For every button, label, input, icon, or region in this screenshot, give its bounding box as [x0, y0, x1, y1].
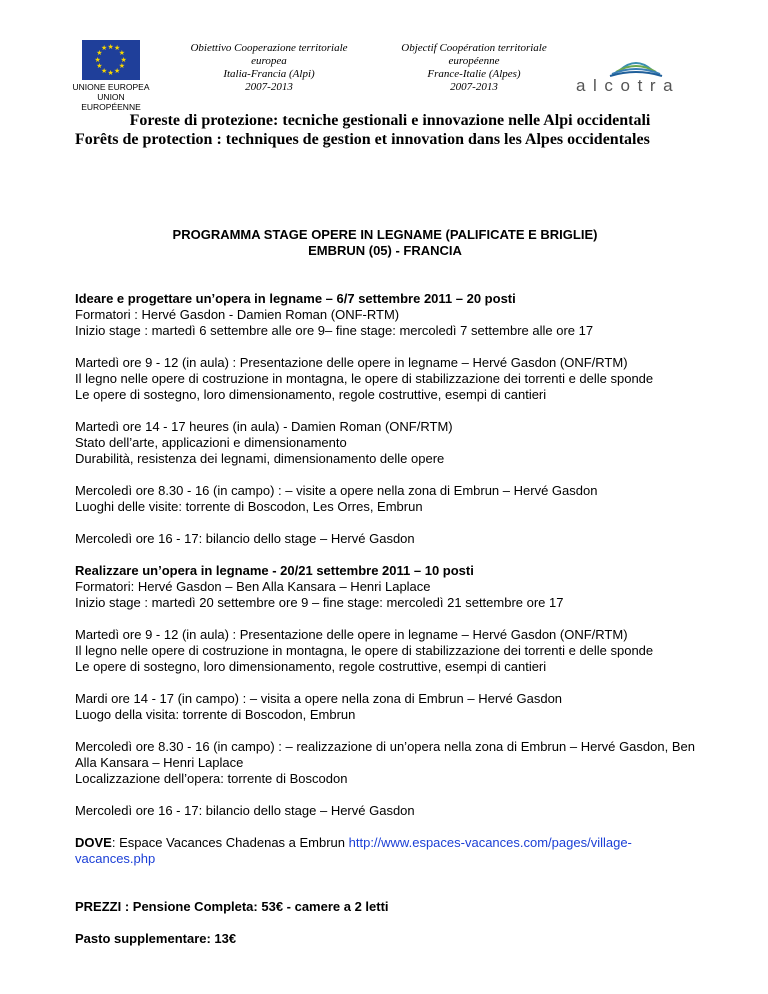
- program-line: Stato dell’arte, applicazioni e dimensionamento: [75, 435, 347, 450]
- eu-caption-line: EUROPÉENNE: [81, 102, 141, 112]
- page-title: [75, 111, 705, 149]
- star-icon: ★: [101, 67, 108, 75]
- program-line: Mercoledì ore 8.30 - 16 (in campo) : – visite a opere nella zona di Embrun – Hervé Gasdon: [75, 483, 598, 498]
- location-label: DOVE: [75, 835, 112, 850]
- program-line: 2007-2013: [450, 81, 498, 93]
- session1-heading: Ideare e progettare un’opera in legname – 6/7 settembre 2011 – 20 posti: [75, 291, 516, 306]
- program-line: Martedì ore 9 - 12 (in aula) : Presentazione delle opere in legname – Hervé Gasdon (ONF/RTM): [75, 355, 628, 370]
- program-line: Le opere di sostegno, loro dimensionamento, regole costruttive, esempi di cantieri: [75, 659, 547, 674]
- eu-caption-line: UNION: [97, 92, 125, 102]
- program-line: Il legno nelle opere di costruzione in montagna, le opere di stabilizzazione dei torrenti e delle sponde: [75, 643, 654, 658]
- session2-dates: Inizio stage : martedì 20 settembre ore 9 – fine stage: mercoledì 21 settembre ore 17: [75, 595, 564, 610]
- session1-trainers: Formatori : Hervé Gasdon - Damien Roman (ONF-RTM): [75, 307, 400, 322]
- program-line: Localizzazione dell’opera: torrente di Boscodon: [75, 771, 348, 786]
- program-line: Martedì ore 9 - 12 (in aula) : Presentazione delle opere in legname – Hervé Gasdon (ONF/RTM): [75, 627, 628, 642]
- program-line: Il legno nelle opere di costruzione in montagna, le opere di stabilizzazione dei torrenti e delle sponde: [75, 371, 654, 386]
- star-icon: ★: [107, 69, 114, 77]
- program-line: europea: [251, 55, 287, 67]
- star-icon: ★: [118, 50, 126, 57]
- program-line: Durabilità, resistenza dei legnami, dimensionamento delle opere: [75, 451, 445, 466]
- session1-block: [75, 419, 695, 467]
- session1-block: [75, 531, 695, 547]
- star-icon: ★: [96, 63, 103, 70]
- session2-trainers: Formatori: Hervé Gasdon – Ben Alla Kansara – Henri Laplace: [75, 579, 431, 594]
- program-line: Italia-Francia (Alpi): [223, 68, 315, 80]
- program-line: Objectif Coopération territoriale: [401, 42, 547, 54]
- session2-block: [75, 627, 695, 675]
- session1-block: [75, 483, 695, 515]
- program-line: Mercoledì ore 16 - 17: bilancio dello stage – Hervé Gasdon: [75, 531, 415, 546]
- stage-title: [75, 227, 695, 259]
- eu-caption-line: UNIONE EUROPEA: [72, 82, 150, 92]
- alcotra-wordmark: alcotra: [576, 76, 681, 95]
- session2-intro: [75, 563, 695, 611]
- session2-heading: Realizzare un’opera in legname - 20/21 settembre 2011 – 10 posti: [75, 563, 474, 578]
- program-line: Luogo della visita: torrente di Boscodon, Embrun: [75, 707, 356, 722]
- program-italian: [172, 42, 366, 94]
- stage-title-line: PROGRAMMA STAGE OPERE IN LEGNAME (PALIFICATE E BRIGLIE): [172, 227, 598, 242]
- stage-title-line: EMBRUN (05) - FRANCIA: [308, 243, 462, 258]
- program-line: Martedì ore 14 - 17 heures (in aula) - Damien Roman (ONF/RTM): [75, 419, 453, 434]
- prices-line: PREZZI : Pensione Completa: 53€ - camere a 2 letti: [75, 899, 389, 914]
- program-line: Mercoledì ore 16 - 17: bilancio dello stage – Hervé Gasdon: [75, 803, 415, 818]
- program-line: européenne: [448, 55, 500, 67]
- star-icon: ★: [114, 67, 121, 75]
- star-icon: ★: [94, 56, 101, 64]
- location-paragraph: [75, 835, 695, 867]
- session2-block: [75, 691, 695, 723]
- extra-meal-line: Pasto supplementare: 13€: [75, 931, 237, 946]
- session1-block: [75, 355, 695, 403]
- program-french: [382, 42, 566, 94]
- star-icon: ★: [96, 50, 103, 57]
- program-line: 2007-2013: [245, 81, 293, 93]
- title-french: Forêts de protection : techniques de gestion et innovation dans les Alpes occidentales: [75, 131, 650, 148]
- eu-flag-logo: [82, 40, 140, 80]
- location-text: : Espace Vacances Chadenas a Embrun: [111, 835, 349, 850]
- program-line: Obiettivo Cooperazione territoriale: [190, 42, 348, 54]
- star-icon: ★: [101, 45, 108, 53]
- eu-caption: [56, 82, 166, 112]
- session2-block: [75, 739, 695, 787]
- program-line: Mercoledì ore 8.30 - 16 (in campo) : – realizzazione di un’opera nella zona di Embrun – Hervé Gasdon, Ben Alla Kansara – Henri Laplace: [75, 739, 695, 770]
- program-line: Luoghi delle visite: torrente di Boscodon, Les Orres, Embrun: [75, 499, 423, 514]
- program-line: Le opere di sostegno, loro dimensionamento, regole costruttive, esempi di cantieri: [75, 387, 547, 402]
- location-link[interactable]: http://www.espaces-vacances.com/pages/village-vacances.php: [75, 835, 632, 866]
- star-icon: ★: [107, 43, 114, 51]
- document-body: [75, 227, 695, 963]
- star-icon: ★: [118, 63, 126, 70]
- session1-dates: Inizio stage : martedì 6 settembre alle ore 9– fine stage: mercoledì 7 settembre alle ore 17: [75, 323, 594, 338]
- star-icon: ★: [120, 56, 127, 64]
- title-italian: Foreste di protezione: tecniche gestionali e innovazione nelle Alpi occidentali: [129, 112, 651, 129]
- star-icon: ★: [114, 45, 121, 53]
- program-line: Mardi ore 14 - 17 (in campo) : – visita a opere nella zona di Embrun – Hervé Gasdon: [75, 691, 563, 706]
- session2-block: [75, 803, 695, 819]
- program-line: France-Italie (Alpes): [427, 68, 521, 80]
- session1-intro: [75, 291, 695, 339]
- document-header: [0, 0, 768, 120]
